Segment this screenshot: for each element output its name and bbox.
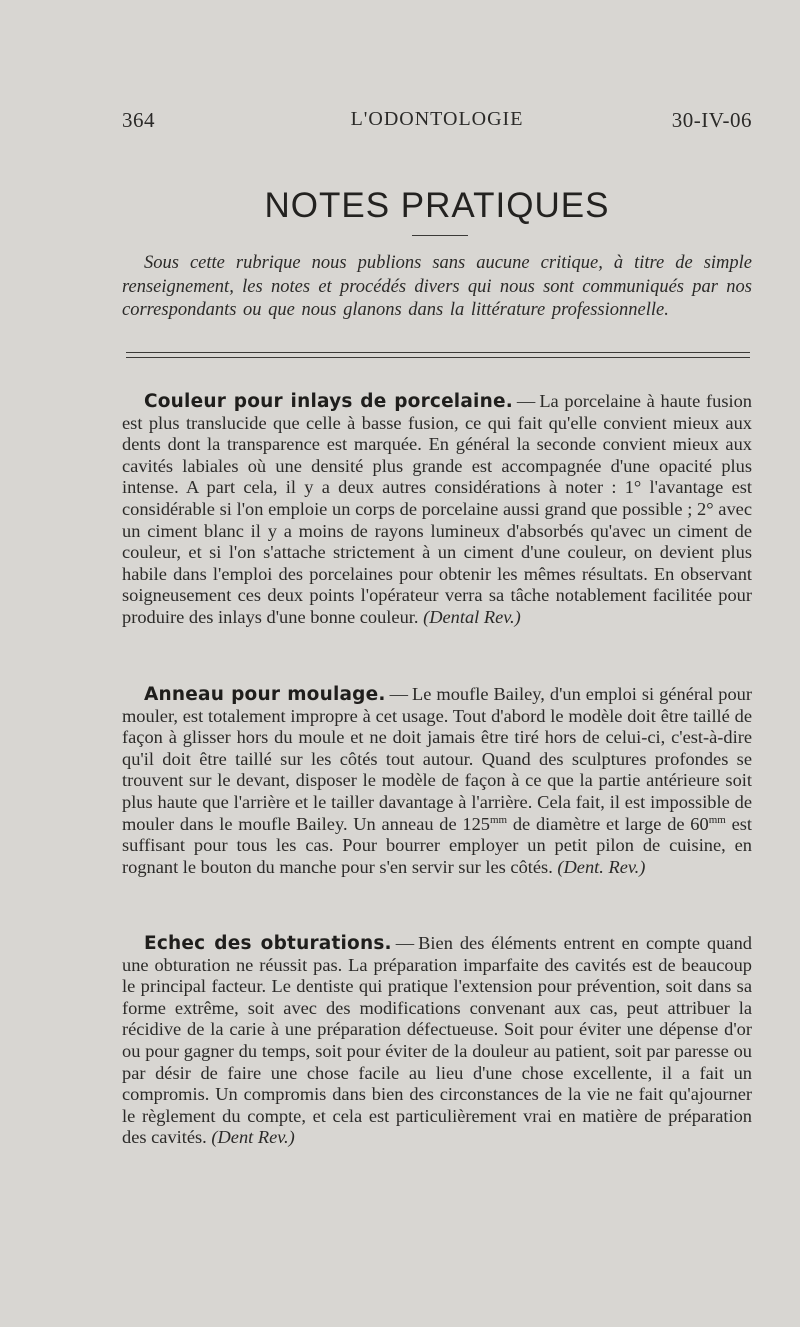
article-echec-obturations bbox=[122, 933, 752, 1149]
article-body: La porcelaine à haute fusion est plus translucide que celle à basse fusion, ce qui fait qu'elle convient mieux aux dents dont la transparence est marquée. En général la seconde convient mieux aux cavités labiales où une densité plus grande est accompagnée d'une opacité plus intense. A part cela, il y a deux autres considérations à noter : 1° l'avantage est considérable si l'on emploie un corps de porcelaine aussi grand que possible ; 2° avec un ciment blanc il y a moins de rayons lumineux d'absorbés qu'avec un ciment de couleur, et si l'on s'attache strictement à un ciment d'une couleur, on devient plus habile dans l'emploi des porcelaines pour obtenir les mêmes résultats. En observant soigneusement ces deux points l'opérateur verra sa tâche notablement facilitée pour produire des inlays d'une bonne couleur. bbox=[122, 391, 752, 627]
em-dash: — bbox=[395, 933, 415, 953]
journal-title: L'ODONTOLOGIE bbox=[350, 108, 524, 130]
double-rule-divider bbox=[126, 352, 750, 358]
title-rule bbox=[412, 235, 468, 236]
article-citation: (Dent Rev.) bbox=[211, 1127, 295, 1148]
article-couleur-inlays bbox=[122, 391, 752, 629]
article-heading: Couleur pour inlays de porcelaine. bbox=[144, 391, 513, 412]
issue-date: 30-IV-06 bbox=[671, 108, 752, 132]
section-intro: Sous cette rubrique nous publions sans aucune critique, à titre de simple renseignement, les notes et procédés divers qui nous sont communiqués par nos correspondants ou que nous glanons dans la littérature professionnelle. bbox=[122, 253, 752, 320]
article-body: Le moufle Bailey, d'un emploi si général pour mouler, est totalement impropre à cet usage. Tout d'abord le modèle doit être taillé de façon à glisser hors du moule et ne doit jamais être tiré hors de celui-ci, c'est-à-dire qu'il doit être taillé sur les côtés tout autour. Quand des sculptures profondes se trouvent sur le devant, disposer le modèle de façon à ce que la partie antérieure soit plus haute que l'arrière et le tailler davantage à l'arrière. Cela fait, il est impossible de mouler dans le moufle Bailey. Un anneau de 125 bbox=[122, 684, 752, 834]
running-head bbox=[122, 108, 752, 138]
unit-superscript: mm bbox=[708, 813, 726, 826]
article-heading: Echec des obturations. bbox=[144, 933, 392, 954]
page-number: 364 bbox=[122, 108, 155, 132]
article-anneau-moulage bbox=[122, 684, 752, 878]
section-title: NOTES PRATIQUES bbox=[264, 186, 610, 225]
em-dash: — bbox=[516, 391, 536, 411]
unit-superscript: mm bbox=[490, 813, 508, 826]
article-citation: (Dental Rev.) bbox=[423, 606, 521, 627]
em-dash: — bbox=[389, 684, 408, 704]
article-heading: Anneau pour moulage. bbox=[144, 684, 386, 705]
article-citation: (Dent. Rev.) bbox=[557, 856, 646, 877]
article-body: est suffisant pour tous les cas. Pour bourrer employer un petit pilon de cuisine, en rognant le bouton du manche pour s'en servir sur les côtés. bbox=[122, 813, 752, 877]
article-body: Bien des éléments entrent en compte quand une obturation ne réussit pas. La préparation imparfaite des cavités est de beaucoup le principal facteur. Le dentiste qui pratique l'extension pour prévention, soit dans sa forme extrême, soit avec des modifications convenant aux cas, peut attribuer la récidive de la carie à une préparation défectueuse. Soit pour éviter une dépense d'or ou pour gagner du temps, soit pour éviter de la douleur au patient, soit par paresse ou par désir de faire une chose facile au lieu d'une chose excellente, il a fait un compromis. Un compromis dans bien des circonstances de la vie ne fait qu'ajourner le règlement du compte, et cela est particulièrement vrai en matière de préparation des cavités. bbox=[122, 933, 752, 1148]
article-body: de diamètre et large de 60 bbox=[507, 813, 709, 834]
